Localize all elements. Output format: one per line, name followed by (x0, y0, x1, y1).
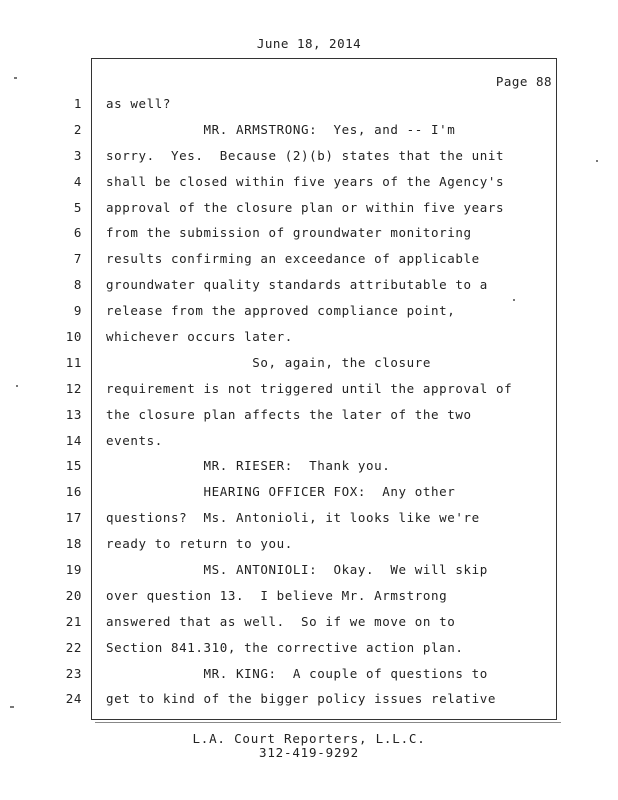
transcript-line (0, 350, 618, 376)
transcript-line (0, 298, 618, 324)
line-number: 11 (65, 354, 82, 370)
line-number: 24 (65, 691, 82, 707)
transcript-line (0, 91, 618, 117)
line-text: questions? Ms. Antonioli, it looks like we're (106, 510, 480, 526)
transcript-line (0, 609, 618, 635)
line-number: 16 (65, 484, 82, 500)
transcript-line (0, 195, 618, 221)
scan-speck (16, 385, 18, 387)
line-text: get to kind of the bigger policy issues relative (106, 691, 497, 707)
line-text: results confirming an exceedance of applicable (106, 251, 480, 267)
transcript-line (0, 505, 618, 531)
line-text: MS. ANTONIOLI: Okay. We will skip (106, 562, 488, 578)
transcript-line (0, 557, 618, 583)
line-number: 6 (73, 225, 82, 241)
line-text: from the submission of groundwater monitoring (106, 225, 472, 241)
page-frame-shadow (95, 716, 561, 723)
line-number: 15 (65, 458, 82, 474)
line-text: requirement is not triggered until the approval of (106, 380, 513, 396)
transcript-line (0, 169, 618, 195)
transcript-line (0, 453, 618, 479)
line-number: 20 (65, 587, 82, 603)
line-text: approval of the closure plan or within five years (106, 199, 505, 215)
line-number: 2 (73, 121, 82, 137)
page-number: Page 88 (495, 74, 552, 89)
line-number: 19 (65, 562, 82, 578)
transcript-line (0, 479, 618, 505)
line-text: the closure plan affects the later of the two (106, 406, 472, 422)
line-number: 23 (65, 665, 82, 681)
line-text: over question 13. I believe Mr. Armstrong (106, 587, 448, 603)
scan-speck (10, 706, 14, 708)
line-number: 14 (65, 432, 82, 448)
transcript-line (0, 583, 618, 609)
line-number: 4 (73, 173, 82, 189)
transcript-lines (0, 91, 618, 712)
line-text: MR. ARMSTRONG: Yes, and -- I'm (106, 121, 456, 137)
line-number: 22 (65, 639, 82, 655)
line-text: answered that as well. So if we move on to (106, 613, 456, 629)
transcript-line (0, 117, 618, 143)
transcript-line (0, 686, 618, 712)
transcript-line (0, 272, 618, 298)
line-number: 17 (65, 510, 82, 526)
line-text: sorry. Yes. Because (2)(b) states that the unit (106, 147, 505, 163)
line-text: groundwater quality standards attributable to a (106, 277, 488, 293)
line-text: release from the approved compliance point, (106, 303, 456, 319)
transcript-line (0, 324, 618, 350)
transcript-date: June 18, 2014 (256, 36, 362, 51)
scan-speck (14, 77, 17, 79)
line-text: as well? (106, 96, 172, 111)
transcript-line (0, 220, 618, 246)
line-number: 10 (65, 329, 82, 345)
line-number: 8 (73, 277, 82, 293)
line-number: 18 (65, 536, 82, 552)
line-text: So, again, the closure (106, 354, 432, 370)
line-number: 12 (65, 380, 82, 396)
line-number: 3 (73, 147, 82, 163)
footer-phone: 312-419-9292 (259, 745, 359, 760)
scan-speck (596, 160, 598, 162)
transcript-line (0, 143, 618, 169)
transcript-line (0, 635, 618, 661)
transcript-line (0, 531, 618, 557)
line-number: 7 (73, 251, 82, 267)
transcript-line (0, 402, 618, 428)
line-text: Section 841.310, the corrective action plan. (106, 639, 464, 655)
line-text: whichever occurs later. (106, 329, 293, 345)
transcript-line (0, 661, 618, 687)
line-number: 5 (73, 199, 82, 215)
line-text: HEARING OFFICER FOX: Any other (106, 484, 456, 500)
line-text: MR. KING: A couple of questions to (106, 665, 488, 681)
line-number: 9 (73, 303, 82, 319)
transcript-line (0, 428, 618, 454)
line-text: MR. RIESER: Thank you. (106, 458, 391, 474)
line-number: 1 (73, 96, 82, 111)
line-text: shall be closed within five years of the Agency's (106, 173, 505, 189)
scan-speck (513, 299, 515, 301)
transcript-line (0, 376, 618, 402)
line-text: events. (106, 432, 163, 448)
line-number: 13 (65, 406, 82, 422)
line-text: ready to return to you. (106, 536, 293, 552)
footer-reporter: L.A. Court Reporters, L.L.C. (192, 731, 426, 746)
line-number: 21 (65, 613, 82, 629)
transcript-line (0, 246, 618, 272)
